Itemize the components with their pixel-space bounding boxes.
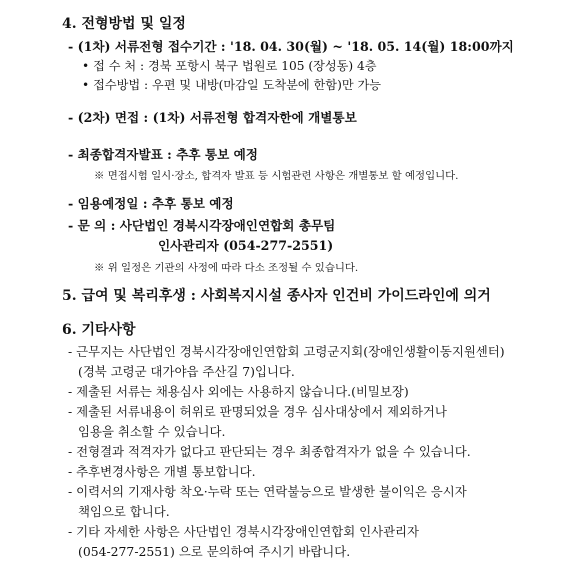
other-item-6: - 이력서의 기재사항 착오·누락 또는 연락불능으로 발생한 불이익은 응시자 — [68, 484, 467, 499]
interview-info: - (2차) 면접 : (1차) 서류전형 합격자한에 개별통보 — [68, 110, 357, 125]
other-item-3-cont: 임용을 취소할 수 있습니다. — [78, 424, 226, 439]
section-5-heading: 5. 급여 및 복리후생 : 사회복지시설 종사자 인건비 가이드라인에 의거 — [62, 288, 491, 304]
section-6-heading: 6. 기타사항 — [62, 322, 136, 338]
other-item-4: - 전형결과 적격자가 없다고 판단되는 경우 최종합격자가 없을 수 있습니다. — [68, 444, 471, 459]
other-item-1-cont: (경북 고령군 대가야읍 주산길 7)입니다. — [78, 364, 295, 379]
section-4-heading: 4. 전형방법 및 일정 — [62, 16, 186, 32]
other-item-7-cont: (054-277-2551) 으로 문의하여 주시기 바랍니다. — [78, 544, 351, 559]
appointment-date: - 임용예정일 : 추후 통보 예정 — [68, 196, 234, 211]
final-announcement: - 최종합격자발표 : 추후 통보 예정 — [68, 147, 258, 162]
contact-line-1: - 문 의 : 사단법인 경북시각장애인연합회 총무팀 — [68, 218, 336, 233]
application-place: • 접 수 처 : 경북 포항시 북구 법원로 105 (장성동) 4층 — [82, 59, 377, 73]
other-item-5: - 추후변경사항은 개별 통보합니다. — [68, 464, 256, 479]
schedule-note: ※ 위 일정은 기관의 사정에 따라 다소 조정될 수 있습니다. — [94, 262, 359, 274]
other-item-6-cont: 책임으로 합니다. — [78, 504, 170, 519]
other-item-7: - 기타 자세한 사항은 사단법인 경북시각장애인연합회 인사관리자 — [68, 524, 419, 539]
other-item-3: - 제출된 서류내용이 허위로 판명되었을 경우 심사대상에서 제외하거나 — [68, 404, 447, 419]
application-period: - (1차) 서류전형 접수기간 : '18. 04. 30(월) ~ '18. 05. 14(월) 18:00까지 — [68, 39, 514, 54]
contact-line-2: 인사관리자 (054-277-2551) — [158, 238, 334, 253]
announcement-note: ※ 면접시험 일시·장소, 합격자 발표 등 시험관련 사항은 개별통보 할 예정입니다. — [94, 170, 459, 182]
application-method: • 접수방법 : 우편 및 내방(마감일 도착분에 한함)만 가능 — [82, 78, 382, 92]
other-item-2: - 제출된 서류는 채용심사 외에는 사용하지 않습니다.(비밀보장) — [68, 384, 409, 399]
other-item-1: - 근무지는 사단법인 경북시각장애인연합회 고령군지회(장애인생활이동지원센터) — [68, 344, 505, 359]
